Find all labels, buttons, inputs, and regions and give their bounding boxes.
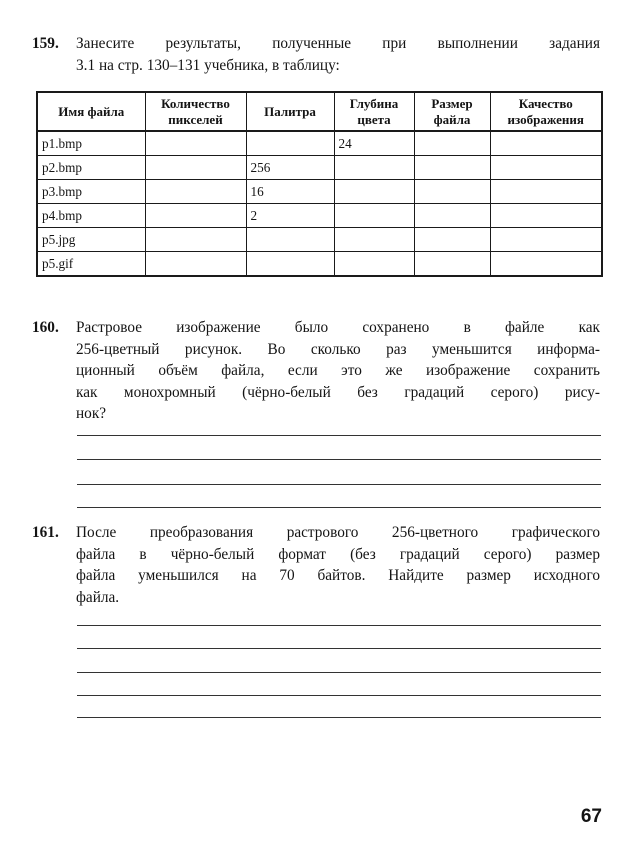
- table-cell[interactable]: [490, 252, 602, 277]
- table-cell[interactable]: [414, 228, 490, 252]
- page-number: 67: [580, 806, 602, 827]
- column-header: Качество изображения: [490, 92, 602, 131]
- table-cell[interactable]: [490, 156, 602, 180]
- table-cell[interactable]: [414, 204, 490, 228]
- table-cell[interactable]: [414, 180, 490, 204]
- table-cell[interactable]: [246, 228, 334, 252]
- answer-line[interactable]: [77, 717, 601, 718]
- task-160: [32, 317, 600, 425]
- answer-line[interactable]: [77, 695, 601, 696]
- answer-line[interactable]: [77, 459, 601, 460]
- table-cell[interactable]: p4.bmp: [37, 204, 145, 228]
- table-cell[interactable]: p2.bmp: [37, 156, 145, 180]
- task-text-line: 256-цветный рисунок. Во сколько раз уменьшится информа-: [76, 340, 600, 358]
- table-row: [37, 228, 602, 252]
- answer-line[interactable]: [77, 672, 601, 673]
- table-cell[interactable]: [490, 131, 602, 156]
- table-cell[interactable]: [414, 252, 490, 277]
- table-cell[interactable]: [490, 204, 602, 228]
- table-cell[interactable]: 24: [334, 131, 414, 156]
- table-row: [37, 131, 602, 156]
- table-cell[interactable]: [490, 228, 602, 252]
- table-cell[interactable]: p1.bmp: [37, 131, 145, 156]
- task-161: [32, 522, 600, 608]
- table-cell[interactable]: [145, 180, 246, 204]
- task-text-line: 3.1 на стр. 130–131 учебника, в таблицу:: [76, 56, 340, 74]
- task-number: 160.: [32, 319, 59, 336]
- task-text-line: как монохромный (чёрно-белый без градаций серого) рису-: [76, 383, 600, 401]
- table-header-row: [37, 92, 602, 131]
- column-header: Количество пикселей: [145, 92, 246, 131]
- task-text-line: Растровое изображение было сохранено в файле как: [76, 319, 600, 336]
- table-cell[interactable]: 256: [246, 156, 334, 180]
- results-table: [36, 91, 603, 277]
- answer-line[interactable]: [77, 648, 601, 649]
- task-text-line: ционный объём файла, если это же изображение сохранить: [76, 362, 600, 379]
- table-cell[interactable]: p3.bmp: [37, 180, 145, 204]
- table-row: [37, 204, 602, 228]
- table-cell[interactable]: [490, 180, 602, 204]
- task-number: 161.: [32, 524, 59, 541]
- table-cell[interactable]: 2: [246, 204, 334, 228]
- table-cell[interactable]: [145, 228, 246, 252]
- answer-line[interactable]: [77, 507, 601, 508]
- column-header: Глубина цвета: [334, 92, 414, 131]
- answer-line[interactable]: [77, 435, 601, 436]
- table-row: [37, 252, 602, 277]
- task-text-line: нок?: [76, 405, 107, 422]
- table-cell[interactable]: [145, 204, 246, 228]
- table-cell[interactable]: [414, 131, 490, 156]
- table-row: [37, 156, 602, 180]
- task-text-line: файла в чёрно-белый формат (без градаций серого) размер: [76, 545, 600, 563]
- table-cell[interactable]: [334, 204, 414, 228]
- table-cell[interactable]: [145, 131, 246, 156]
- task-text-line: Занесите результаты, полученные при выполнении задания: [76, 35, 600, 52]
- table-cell[interactable]: [145, 252, 246, 277]
- table-cell[interactable]: [145, 156, 246, 180]
- column-header: Имя файла: [37, 92, 145, 131]
- table-cell[interactable]: p5.jpg: [37, 228, 145, 252]
- table-cell[interactable]: [414, 156, 490, 180]
- table-cell[interactable]: 16: [246, 180, 334, 204]
- table-cell[interactable]: [246, 252, 334, 277]
- answer-line[interactable]: [77, 625, 601, 626]
- task-number: 159.: [32, 35, 59, 52]
- table-cell[interactable]: [334, 252, 414, 277]
- task-159: [32, 33, 600, 76]
- table-row: [37, 180, 602, 204]
- task-text-line: файла уменьшился на 70 байтов. Найдите размер исходного: [76, 567, 600, 584]
- table-cell[interactable]: [334, 228, 414, 252]
- task-text-line: файла.: [76, 588, 120, 606]
- table-cell[interactable]: [334, 156, 414, 180]
- answer-line[interactable]: [77, 484, 601, 485]
- column-header: Размер файла: [414, 92, 490, 131]
- task-text-line: После преобразования растрового 256-цветного графического: [76, 524, 600, 541]
- table-cell[interactable]: [246, 131, 334, 156]
- table-cell[interactable]: [334, 180, 414, 204]
- column-header: Палитра: [246, 92, 334, 131]
- table-cell[interactable]: p5.gif: [37, 252, 145, 277]
